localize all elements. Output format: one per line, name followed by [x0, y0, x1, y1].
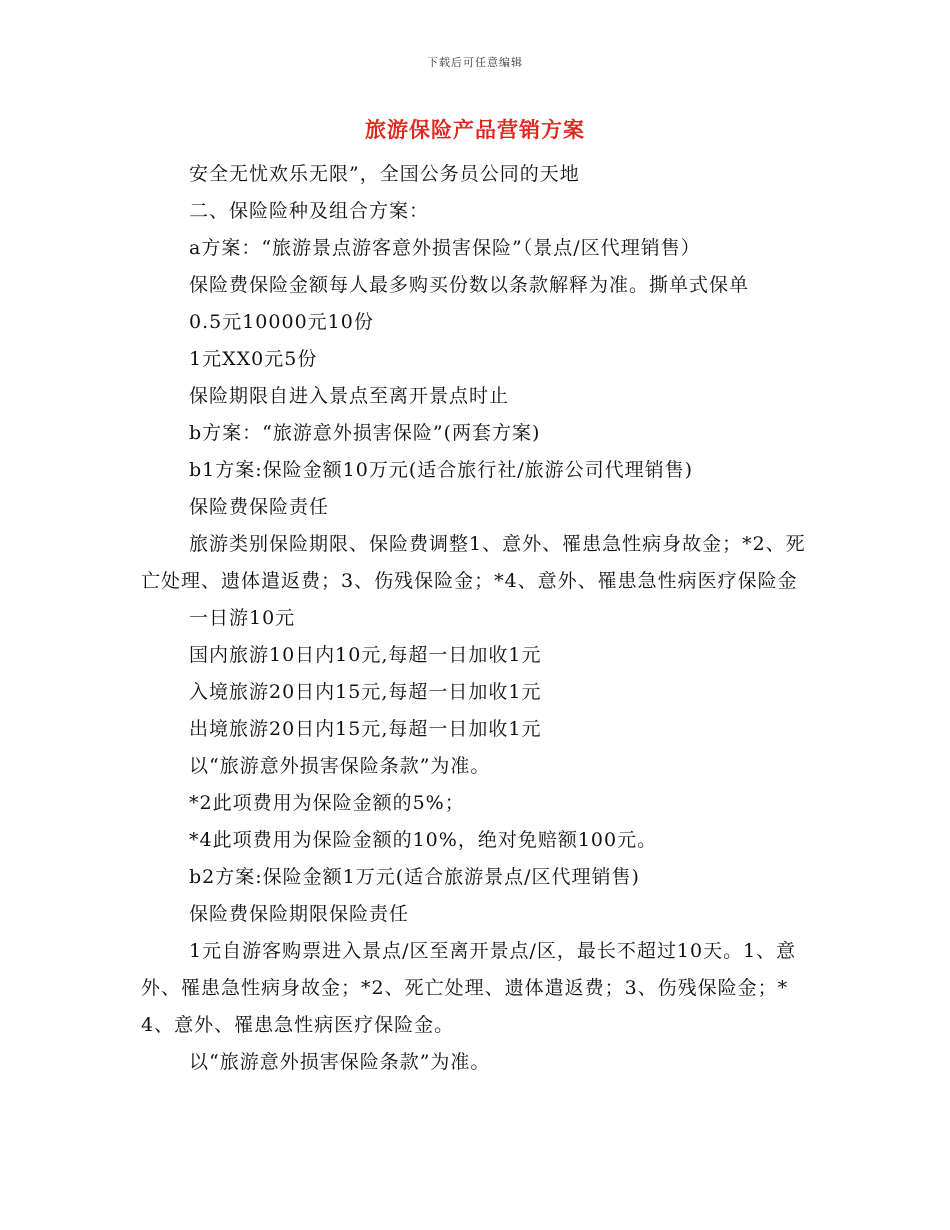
document-title: 旅游保险产品营销方案 — [365, 117, 585, 142]
paragraph: 保险费保险责任 — [189, 496, 330, 518]
paragraph: b方案：“旅游意外损害保险”(两套方案) — [189, 422, 541, 444]
paragraph: 保险费保险金额每人最多购买份数以条款解释为准。撕单式保单 — [189, 274, 750, 296]
paragraph: *2此项费用为保险金额的5%； — [189, 792, 465, 814]
paragraph: a方案：“旅游景点游客意外损害保险”（景点/区代理销售） — [189, 237, 701, 259]
paragraph: 1元自游客购票进入景点/区至离开景点/区，最长不超过10天。1、意外、罹患急性病身故金；*2、死亡处理、遗体遣返费；3、伤残保险金；*4、意外、罹患急性病医疗保险金。 — [141, 940, 797, 1036]
paragraph: 二、保险险种及组合方案： — [189, 200, 430, 222]
paragraph: b2方案:保险金额1万元(适合旅游景点/区代理销售) — [189, 866, 640, 888]
paragraph: 出境旅游20日内15元,每超一日加收1元 — [189, 718, 542, 740]
paragraph: *4此项费用为保险金额的10%，绝对免赔额100元。 — [189, 829, 658, 851]
paragraph: 一日游10元 — [189, 607, 296, 629]
paragraph: 国内旅游10日内10元,每超一日加收1元 — [189, 644, 542, 666]
paragraph: 1元XX0元5份 — [189, 348, 318, 370]
paragraph: 0.5元10000元10份 — [189, 311, 374, 333]
paragraph: 以“旅游意外损害保险条款”为准。 — [189, 1051, 491, 1073]
paragraph: 旅游类别保险期限、保险费调整1、意外、罹患急性病身故金；*2、死亡处理、遗体遣返费；3、伤残保险金；*4、意外、罹患急性病医疗保险金 — [141, 533, 806, 592]
paragraph: 入境旅游20日内15元,每超一日加收1元 — [189, 681, 542, 703]
paragraph: 安全无忧欢乐无限”，全国公务员公同的天地 — [189, 163, 580, 185]
document-body — [141, 156, 813, 1081]
page-header-note: 下载后可任意编辑 — [427, 56, 523, 69]
paragraph: b1方案:保险金额10万元(适合旅行社/旅游公司代理销售) — [189, 459, 694, 481]
paragraph: 保险期限自进入景点至离开景点时止 — [189, 385, 510, 407]
paragraph: 以“旅游意外损害保险条款”为准。 — [189, 755, 491, 777]
paragraph: 保险费保险期限保险责任 — [189, 903, 410, 925]
